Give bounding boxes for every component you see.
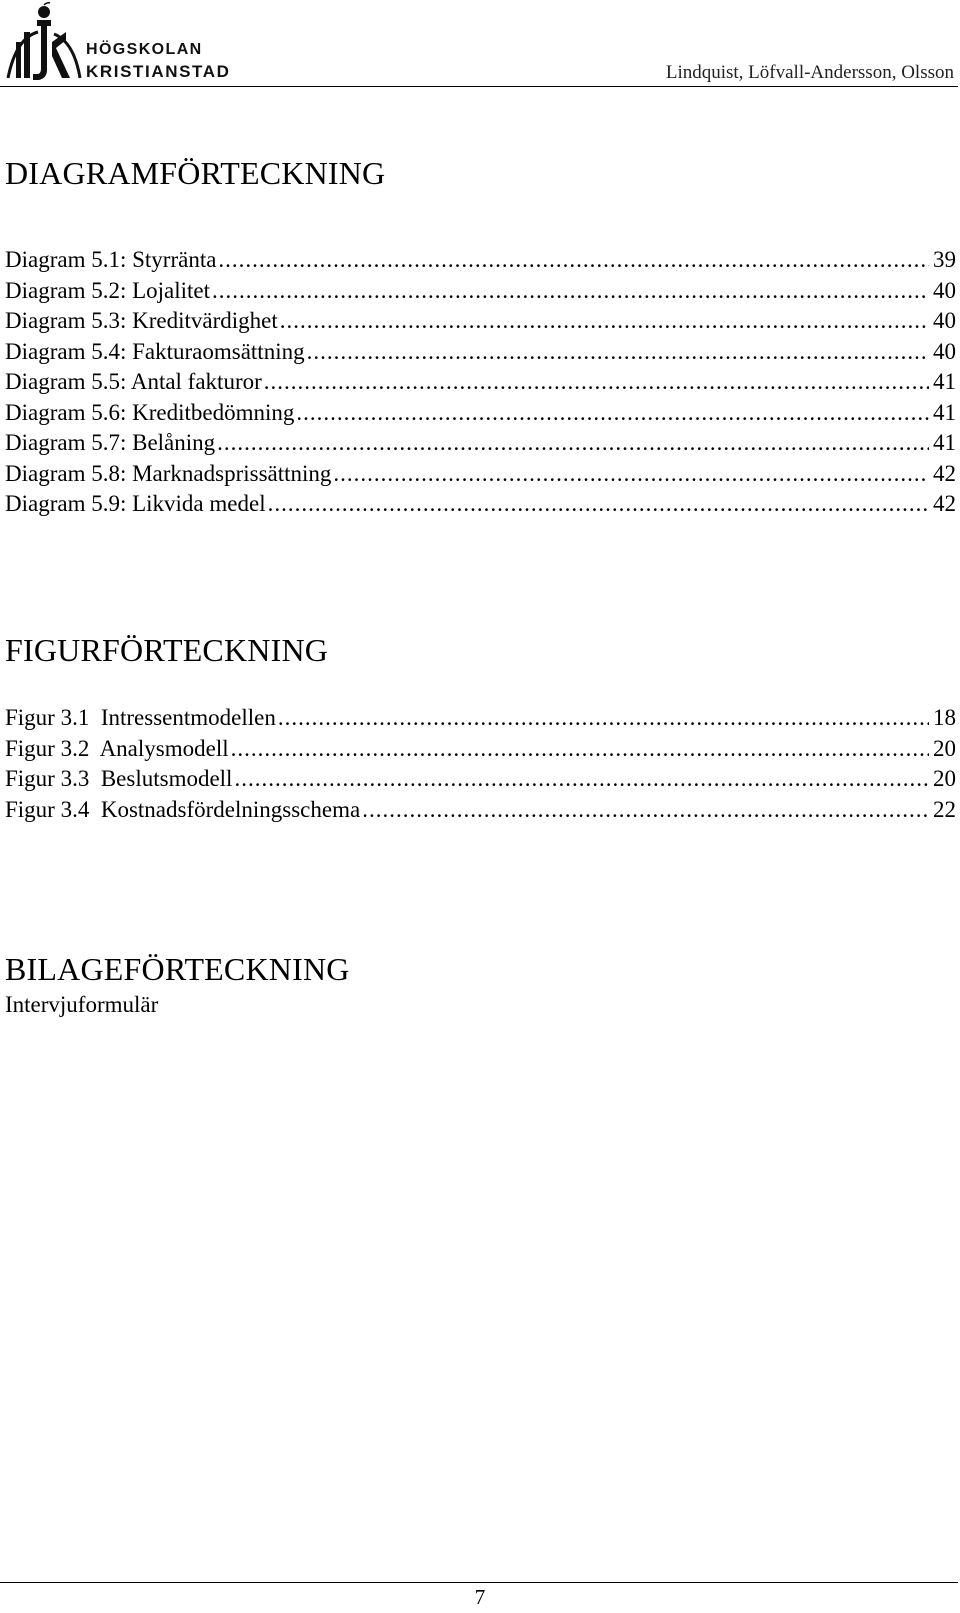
toc-entry-label: Diagram 5.2: Lojalitet [5, 277, 211, 303]
toc-entry-page: 22 [933, 796, 956, 822]
dot-leader [212, 276, 929, 307]
page-header [0, 0, 960, 90]
toc-row-diagram-5-3[interactable] [5, 306, 956, 337]
appendix-list-title: BILAGEFÖRTECKNING [5, 951, 350, 987]
dot-leader [231, 734, 929, 765]
toc-entry-page: 40 [933, 277, 956, 303]
dot-leader [307, 337, 929, 368]
logo-wordmark-line1: HÖGSKOLAN [86, 41, 203, 58]
toc-entry-page: 39 [933, 247, 956, 272]
toc-entry-label: Diagram 5.7: Belåning [5, 430, 216, 455]
hogskolan-kristianstad-logo [4, 2, 249, 84]
figure-list [5, 703, 956, 825]
toc-entry-page: 20 [933, 735, 956, 761]
toc-entry-page: 18 [933, 705, 956, 730]
toc-entry-page: 42 [933, 491, 956, 516]
toc-entry-page: 41 [933, 369, 956, 394]
toc-row-figure-3-3[interactable] [5, 764, 956, 795]
dot-leader [268, 489, 929, 520]
toc-entry-label: Diagram 5.5: Antal fakturor [5, 369, 262, 394]
toc-entry-label: Diagram 5.1: Styrränta [5, 247, 217, 272]
logo-wordmark-line2: KRISTIANSTAD [86, 62, 231, 81]
toc-row-diagram-5-6[interactable] [5, 398, 956, 429]
dot-leader [234, 764, 929, 795]
footer-divider [0, 1582, 958, 1583]
toc-entry-label: Diagram 5.4: Fakturaomsättning [5, 338, 305, 364]
diagram-list [5, 245, 956, 520]
dot-leader [362, 795, 929, 826]
toc-row-diagram-5-7[interactable] [5, 428, 956, 459]
toc-entry-label: Diagram 5.8: Marknadsprissättning [5, 460, 332, 486]
toc-row-diagram-5-1[interactable] [5, 245, 956, 276]
logo-mark-icon [4, 2, 84, 82]
toc-entry-label: Figur 3.1 Intressentmodellen [5, 705, 276, 730]
header-divider [0, 86, 958, 87]
toc-entry-page: 40 [933, 308, 956, 333]
toc-entry-label: Figur 3.3 Beslutsmodell [5, 766, 233, 791]
dot-leader [296, 398, 929, 429]
toc-row-diagram-5-2[interactable] [5, 276, 956, 307]
dot-leader [333, 459, 929, 490]
toc-row-figure-3-4[interactable] [5, 795, 956, 826]
figure-list-title: FIGURFÖRTECKNING [5, 632, 329, 668]
toc-entry-page: 42 [933, 460, 956, 486]
toc-entry-label: Diagram 5.6: Kreditbedömning [5, 399, 295, 425]
toc-entry-page: 20 [933, 766, 956, 791]
toc-row-diagram-5-8[interactable] [5, 459, 956, 490]
toc-row-figure-3-2[interactable] [5, 734, 956, 765]
page-number: 7 [474, 1585, 486, 1609]
toc-row-diagram-5-9[interactable] [5, 489, 956, 520]
toc-entry-label: Figur 3.2 Analysmodell [5, 735, 229, 761]
toc-entry-label: Diagram 5.9: Likvida medel [5, 491, 266, 516]
toc-entry-page: 41 [933, 430, 956, 455]
diagram-list-title: DIAGRAMFÖRTECKNING [5, 155, 386, 191]
toc-row-diagram-5-5[interactable] [5, 367, 956, 398]
dot-leader [218, 245, 929, 276]
toc-entry-page: 40 [933, 338, 956, 364]
appendix-item[interactable]: Intervjuformulär [5, 992, 159, 1017]
toc-row-figure-3-1[interactable] [5, 703, 956, 734]
toc-entry-page: 41 [933, 399, 956, 425]
dot-leader [278, 703, 929, 734]
dot-leader [217, 428, 929, 459]
toc-entry-label: Figur 3.4 Kostnadsfördelningsschema [5, 796, 361, 822]
header-authors: Lindquist, Löfvall-Andersson, Olsson [665, 62, 954, 83]
dot-leader [280, 306, 929, 337]
toc-row-diagram-5-4[interactable] [5, 337, 956, 368]
dot-leader [264, 367, 929, 398]
toc-entry-label: Diagram 5.3: Kreditvärdighet [5, 308, 278, 333]
